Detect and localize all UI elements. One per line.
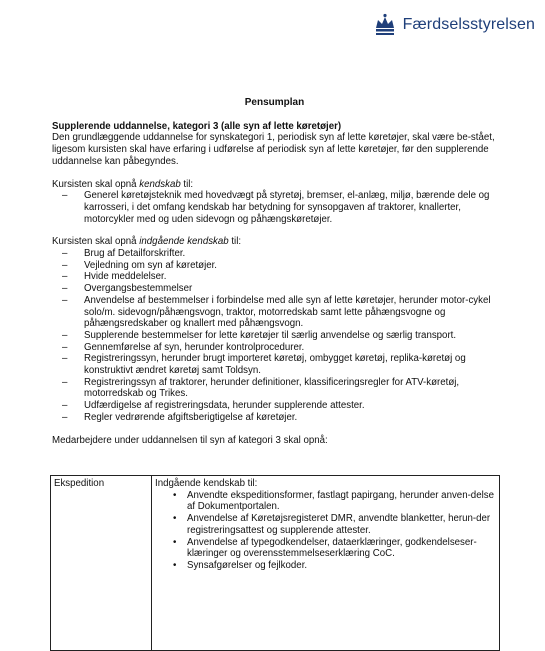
table-cell-heading: Indgående kendskab til: [155,478,258,489]
list-item: – Registreringssyn, herunder brugt importeret køretøj, ombygget køretøj, replika-køretøj og konstruktivt ændret køretøj samt Toldsyn. [52,353,497,376]
agency-logo [373,12,535,38]
list-item: – Registreringssyn af traktorer, herunder definitioner, klassificeringsregler for ATV-køretøj, motorredskab og Trikes. [52,377,497,400]
list-item: – Hvide meddelelser. [52,271,497,283]
table-cell-label: Ekspedition [51,476,152,651]
list-item: – Anvendelse af bestemmelser i forbindelse med alle syn af lette køretøjer, herunder motor-cykel solo/m. sidevogn/påhængsvogn, traktor, motorredskab samt lette påhængsvogne og påhængsredskaber og knallert med påhængsvogn. [52,295,497,330]
list-item: – Gennemførelse af syn, herunder kontrolprocedurer. [52,342,497,354]
indgaaende-list [52,248,497,424]
crown-icon [373,12,397,38]
medarbejdere-paragraph: Medarbejdere under uddannelsen til syn af kategori 3 skal opnå: [52,434,328,446]
list-item: – Udfærdigelse af registreringsdata, herunder supplerende attester. [52,400,497,412]
list-item: – Regler vedrørende afgiftsberigtigelse af køretøjer. [52,412,497,424]
brand-name: Færdselsstyrelsen [402,16,535,33]
table-bullet-list [155,490,496,572]
page-title: Pensumplan [244,97,305,108]
section-indgaaende-heading: Kursisten skal opnå indgående kendskab til: [52,236,242,248]
section-kendskab-heading: Kursisten skal opnå kendskab til: [52,178,194,190]
list-item: • Anvendelse af typegodkendelser, dataerklæringer, godkendelseser-klæringer og overensstemmelseserklæring CoC. [155,537,496,560]
table-cell-content [152,476,500,651]
list-item: – Supplerende bestemmelser for lette køretøjer til særlig anvendelse og særlig transport. [52,330,497,342]
table-row [51,476,500,651]
list-item: – Brug af Detailforskrifter. [52,248,497,260]
list-item: • Synsafgørelser og fejlkoder. [155,560,496,572]
list-item: – Overgangsbestemmelser [52,283,497,295]
list-item: – Generel køretøjsteknik med hovedvægt på styretøj, bremser, el-anlæg, miljø, bærende dele og karrosseri, i det omfang kendskab har betydning for synsopgaven af traktorer, knallerter, motorcykler med og uden sidevogn og påhængskøretøjer. [52,190,497,225]
list-item: – Vejledning om syn af køretøjer. [52,260,497,272]
list-item: • Anvendte ekspeditionsformer, fastlagt papirgang, herunder anven-delse af Dokumentportalen. [155,490,496,513]
document-body [52,97,497,446]
list-item: • Anvendelse af Køretøjsregisteret DMR, anvendte blanketter, herun-der registreringsattest og supplerende attester. [155,513,496,536]
document-subtitle: Supplerende uddannelse, kategori 3 (alle syn af lette køretøjer) [52,120,342,132]
kendskab-list [52,190,497,225]
requirements-table [50,475,500,651]
intro-paragraph: Den grundlæggende uddannelse for synskategori 1, periodisk syn af lette køretøjer, skal være be-stået, ligesom kursisten skal have erfaring i udførelse af periodisk syn af lette køretøjer, før den supplerende uddannelse kan påbegyndes. [52,132,495,167]
